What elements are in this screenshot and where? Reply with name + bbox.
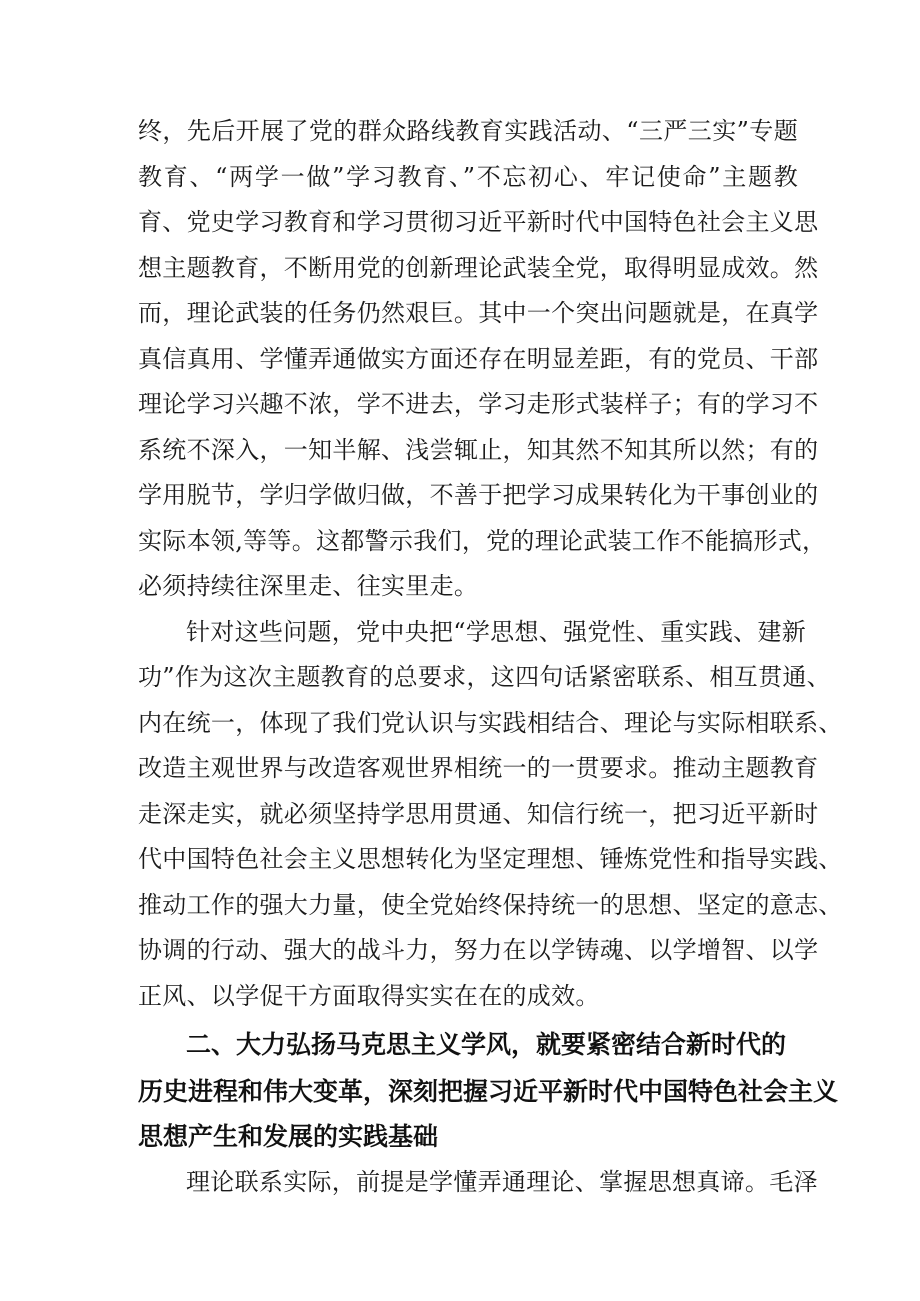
paragraph-line: 理论学习兴趣不浓，学不进去，学习走形式装样子；有的学习不 [138,390,819,418]
paragraph-line: 终，先后开展了党的群众路线教育实践活动、“三严三实”专题 [138,117,798,145]
paragraph-line: 实际本领,等等。这都警示我们，党的理论武装工作不能搞形式， [138,527,827,555]
paragraph-line: 想主题教育，不断用党的创新理论武装全党，取得明显成效。然 [138,254,819,282]
paragraph-first-line: 针对这些问题，党中央把“学思想、强党性、重实践、建新 [186,618,807,646]
paragraph-line: 育、党史学习教育和学习贯彻习近平新时代中国特色社会主义思 [138,208,819,236]
paragraph-line: 而，理论武装的任务仍然艰巨。其中一个突出问题就是，在真学 [138,299,819,327]
paragraph-line: 走深走实，就必须坚持学思用贯通、知信行统一，把习近平新时 [138,800,819,828]
paragraph-line: 功”作为这次主题教育的总要求，这四句话紧密联系、相互贯通、 [138,663,831,691]
paragraph-line: 改造主观世界与改造客观世界相统一的一贯要求。推动主题教育 [138,754,819,782]
paragraph-line: 正风、以学促干方面取得实实在在的成效。 [138,982,600,1010]
paragraph-line: 系统不深入，一知半解、浅尝辄止，知其然不知其所以然；有的 [138,436,819,464]
section-heading-line: 历史进程和伟大变革，深刻把握习近平新时代中国特色社会主义 [138,1077,839,1106]
paragraph-first-line: 理论联系实际，前提是学懂弄通理论、掌握思想真谛。毛泽 [186,1168,818,1196]
paragraph-line: 内在统一，体现了我们党认识与实践相结合、理论与实际相联系、 [138,709,843,737]
section-heading-line: 思想产生和发展的实践基础 [138,1122,439,1151]
paragraph-line: 代中国特色社会主义思想转化为坚定理想、锤炼党性和指导实践、 [138,845,843,873]
paragraph-line: 协调的行动、强大的战斗力，努力在以学铸魂、以学增智、以学 [138,936,819,964]
paragraph-line: 教育、“两学一做”学习教育、”不忘初心、牢记使命”主题教 [138,163,798,191]
paragraph-line: 真信真用、学懂弄通做实方面还存在明显差距，有的党员、干部 [138,345,819,373]
paragraph-line: 学用脱节，学归学做归做，不善于把学习成果转化为干事创业的 [138,481,819,509]
section-heading-line: 二、大力弘扬马克思主义学风，就要紧密结合新时代的 [186,1030,787,1059]
paragraph-line: 推动工作的强大力量，使全党始终保持统一的思想、坚定的意志、 [138,891,843,919]
paragraph-line: 必须持续往深里走、往实里走。 [138,572,479,600]
